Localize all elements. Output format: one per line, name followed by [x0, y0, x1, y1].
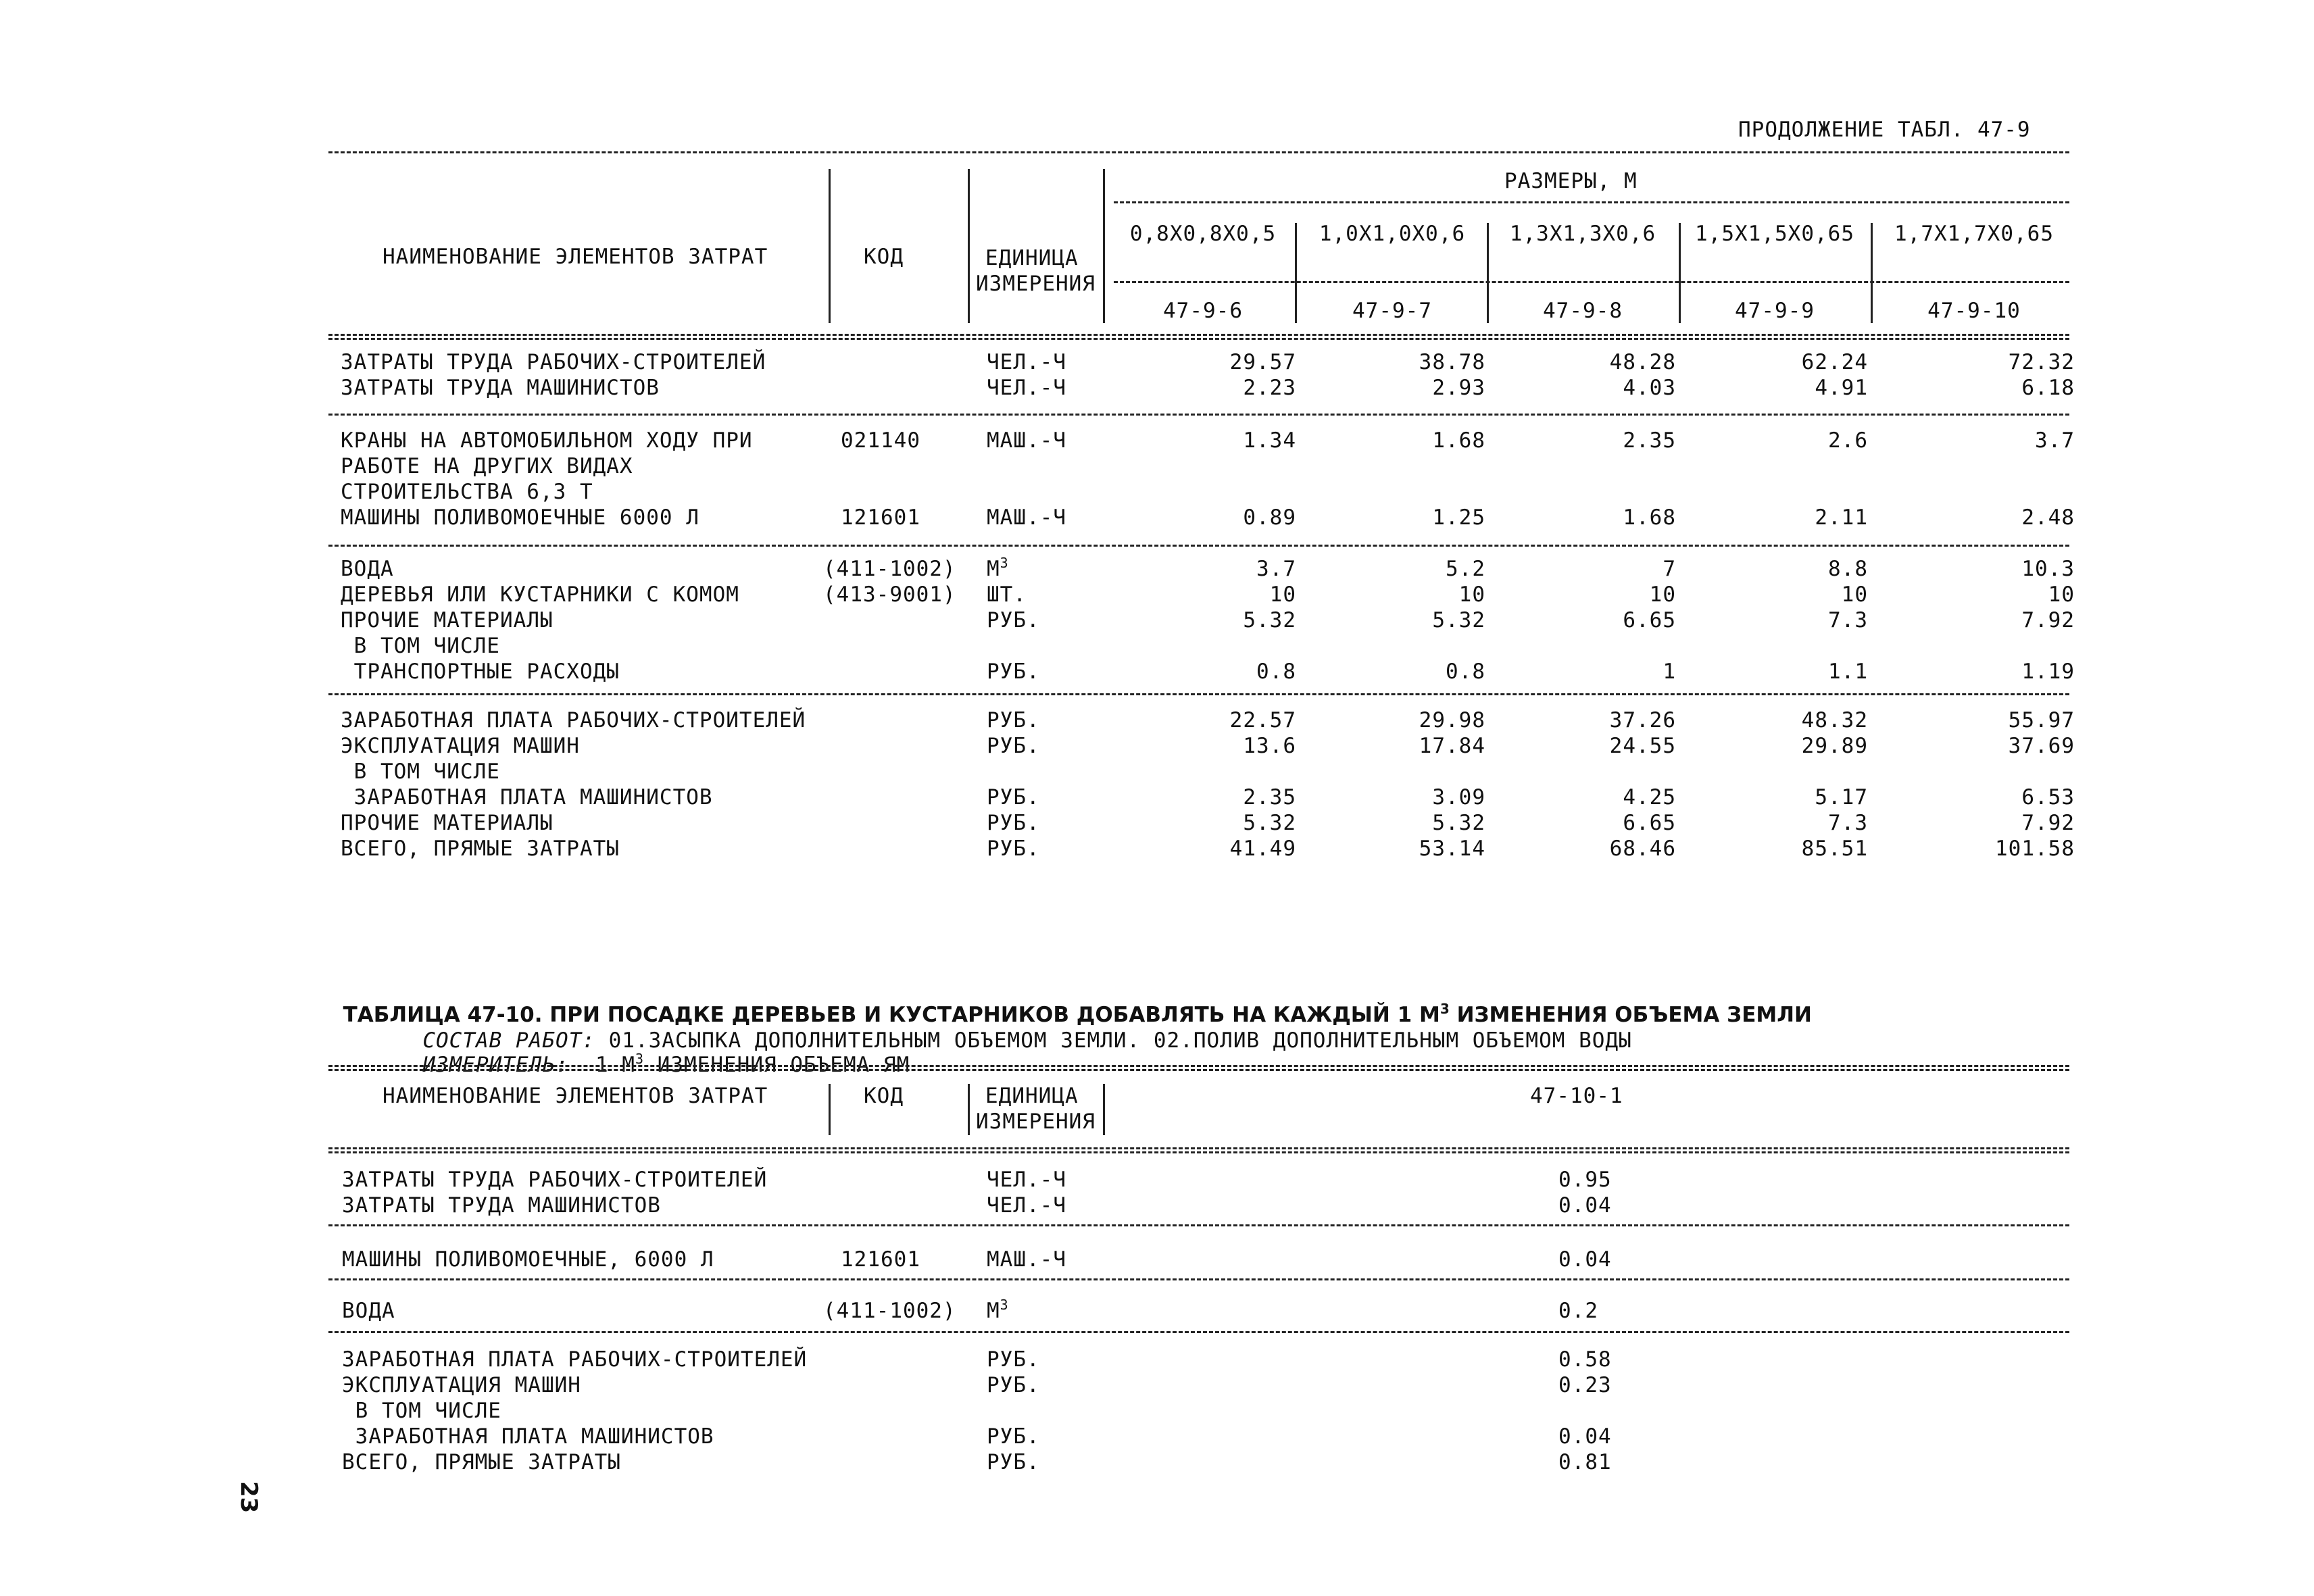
row-value: 0.58 [1558, 1347, 1612, 1372]
measure-label: ИЗМЕРИТЕЛЬ: [422, 1053, 569, 1077]
row-unit: $М^3$ [987, 1297, 1009, 1323]
row-value: 2.6 [1828, 428, 1868, 453]
column-divider [968, 169, 970, 323]
rule [328, 1278, 2069, 1280]
row-value: 6.18 [2021, 376, 2075, 400]
row-name: МАШИНЫ ПОЛИВОМОЕЧНЫЕ 6000 Л [341, 505, 699, 530]
row-value: 2.93 [1432, 376, 1485, 400]
row-value: 0.95 [1558, 1168, 1612, 1192]
row-value: 2.35 [1623, 428, 1676, 453]
row-value: 85.51 [1801, 837, 1868, 861]
row-value: 10 [1269, 582, 1296, 607]
row-unit: РУБ. [987, 1373, 1040, 1397]
row-name: ЗАТРАТЫ ТРУДА РАБОЧИХ-СТРОИТЕЛЕЙ [341, 350, 766, 374]
size-col-header: 1,0X1,0X0,6 [1319, 222, 1466, 246]
code-col-header: 47-9-7 [1352, 299, 1432, 323]
row-name: ВОДА [342, 1299, 395, 1323]
row-value: 5.2 [1446, 557, 1485, 581]
row-value: 10 [1649, 582, 1676, 607]
row-value: 0.04 [1558, 1424, 1612, 1449]
rule [328, 338, 2069, 340]
row-value: 29.89 [1801, 734, 1868, 758]
row-value: 0.89 [1243, 505, 1296, 530]
row-value: 0.23 [1558, 1373, 1612, 1397]
row-value: 7.92 [2021, 608, 2075, 632]
row-value: 2.35 [1243, 785, 1296, 809]
row-unit: РУБ. [987, 837, 1040, 861]
row-value: 6.53 [2021, 785, 2075, 809]
row-value: 3.7 [1256, 557, 1296, 581]
size-col-header: 0,8X0,8X0,5 [1129, 222, 1277, 246]
rule [328, 1147, 2069, 1149]
row-name: ЗАТРАТЫ ТРУДА МАШИНИСТОВ [341, 376, 660, 400]
row-value: 2.48 [2021, 505, 2075, 530]
row-value: 22.57 [1229, 708, 1296, 732]
row-value: 24.55 [1609, 734, 1676, 758]
row-value: 8.8 [1828, 557, 1868, 581]
row-unit: РУБ. [987, 1347, 1040, 1372]
row-value: 53.14 [1419, 837, 1485, 861]
row-value: 10 [1841, 582, 1868, 607]
superscript: 3 [635, 1051, 645, 1067]
row-value: 10 [2048, 582, 2075, 607]
row-value: 1 [1663, 659, 1676, 684]
row-value: 5.32 [1432, 811, 1485, 835]
row-value: 5.17 [1815, 785, 1868, 809]
row-unit: РУБ. [987, 734, 1040, 758]
row-name: РАБОТЕ НА ДРУГИХ ВИДАХ [341, 454, 633, 478]
code-col-header: 47-9-6 [1163, 299, 1243, 323]
row-unit: РУБ. [987, 1424, 1040, 1449]
column-divider [968, 1084, 970, 1135]
row-value: 1.19 [2021, 659, 2075, 684]
row-unit: ШТ. [987, 582, 1027, 607]
header-unit: ИЗМЕРЕНИЯ [976, 1109, 1096, 1134]
row-value: 37.69 [2008, 734, 2075, 758]
row-name: В ТОМ ЧИСЛЕ [341, 634, 500, 658]
row-value: 29.57 [1229, 350, 1296, 374]
code-col-header: 47-9-9 [1735, 299, 1815, 323]
continuation-caption: ПРОДОЛЖЕНИЕ ТАБЛ. 47-9 [1738, 118, 2031, 142]
row-code: 121601 [841, 505, 920, 530]
row-name: СТРОИТЕЛЬСТВА 6,3 Т [341, 480, 593, 504]
superscript: 3 [1000, 555, 1009, 571]
header-col: 47-10-1 [1530, 1084, 1623, 1108]
row-name: ВСЕГО, ПРЯМЫЕ ЗАТРАТЫ [342, 1450, 621, 1474]
column-divider [1487, 223, 1489, 323]
header-sizes: РАЗМЕРЫ, М [1504, 169, 1638, 193]
row-value: 1.34 [1243, 428, 1296, 453]
row-value: 1.25 [1432, 505, 1485, 530]
row-name: ЭКСПЛУАТАЦИЯ МАШИН [342, 1373, 581, 1397]
row-value: 38.78 [1419, 350, 1485, 374]
row-name: ЗАТРАТЫ ТРУДА РАБОЧИХ-СТРОИТЕЛЕЙ [342, 1168, 768, 1192]
row-value: 68.46 [1609, 837, 1676, 861]
row-code: (411-1002) [823, 1299, 956, 1323]
superscript: 3 [1439, 1001, 1450, 1017]
row-unit: РУБ. [987, 1450, 1040, 1474]
row-value: 6.65 [1623, 811, 1676, 835]
row-value: 48.28 [1609, 350, 1676, 374]
row-name: ПРОЧИЕ МАТЕРИАЛЫ [341, 608, 553, 632]
row-value: 0.8 [1256, 659, 1296, 684]
rule [1114, 281, 2069, 283]
row-value: 0.81 [1558, 1450, 1612, 1474]
measure-text: 1 М [568, 1053, 635, 1077]
row-unit: МАШ.-Ч [987, 505, 1066, 530]
row-code: 121601 [841, 1247, 920, 1272]
row-value: 41.49 [1229, 837, 1296, 861]
row-value: 2.23 [1243, 376, 1296, 400]
row-value: 13.6 [1243, 734, 1296, 758]
table2-title-text: ИЗМЕНЕНИЯ ОБЪЕМА ЗЕМЛИ [1449, 1003, 1812, 1027]
row-unit: РУБ. [987, 708, 1040, 732]
row-code: (411-1002) [823, 557, 956, 581]
row-value: 3.09 [1432, 785, 1485, 809]
row-name: В ТОМ ЧИСЛЕ [342, 1399, 501, 1423]
header-name: НАИМЕНОВАНИЕ ЭЛЕМЕНТОВ ЗАТРАТ [383, 245, 768, 269]
row-name: ЗАРАБОТНАЯ ПЛАТА РАБОЧИХ-СТРОИТЕЛЕЙ [341, 708, 806, 732]
row-name: МАШИНЫ ПОЛИВОМОЕЧНЫЕ, 6000 Л [342, 1247, 714, 1272]
row-name: ТРАНСПОРТНЫЕ РАСХОДЫ [341, 659, 620, 684]
row-unit: РУБ. [987, 659, 1040, 684]
row-value: 0.8 [1446, 659, 1485, 684]
column-divider [1295, 223, 1297, 323]
row-name: ПРОЧИЕ МАТЕРИАЛЫ [341, 811, 553, 835]
rule [328, 1069, 2069, 1071]
row-value: 37.26 [1609, 708, 1676, 732]
row-name: ВОДА [341, 557, 394, 581]
column-divider [829, 169, 831, 323]
row-code: 021140 [841, 428, 920, 453]
rule [1114, 201, 2069, 203]
row-name: ЭКСПЛУАТАЦИЯ МАШИН [341, 734, 580, 758]
rule [328, 1065, 2069, 1067]
row-value: 3.7 [2035, 428, 2075, 453]
page-number: 23 [235, 1481, 262, 1514]
row-value: 1.1 [1828, 659, 1868, 684]
header-name: НАИМЕНОВАНИЕ ЭЛЕМЕНТОВ ЗАТРАТ [383, 1084, 768, 1108]
row-name: ЗАТРАТЫ ТРУДА МАШИНИСТОВ [342, 1193, 661, 1218]
row-value: 0.04 [1558, 1247, 1612, 1272]
row-value: 101.58 [1995, 837, 2075, 861]
rule [328, 414, 2069, 416]
row-value: 0.2 [1558, 1299, 1598, 1323]
row-unit: РУБ. [987, 785, 1040, 809]
row-value: 1.68 [1623, 505, 1676, 530]
row-value: 0.04 [1558, 1193, 1612, 1218]
row-unit: ЧЕЛ.-Ч [987, 350, 1066, 374]
rule [328, 334, 2069, 336]
row-name: ЗАРАБОТНАЯ ПЛАТА МАШИНИСТОВ [342, 1424, 714, 1449]
row-value: 17.84 [1419, 734, 1485, 758]
header-unit: ИЗМЕРЕНИЯ [976, 272, 1096, 296]
row-name: ВСЕГО, ПРЯМЫЕ ЗАТРАТЫ [341, 837, 620, 861]
size-col-header: 1,5X1,5X0,65 [1695, 222, 1854, 246]
row-name: В ТОМ ЧИСЛЕ [341, 759, 500, 784]
row-value: 4.03 [1623, 376, 1676, 400]
row-unit: МАШ.-Ч [987, 1247, 1066, 1272]
row-unit: ЧЕЛ.-Ч [987, 1168, 1066, 1192]
row-value: 2.11 [1815, 505, 1868, 530]
work-label: СОСТАВ РАБОТ: [422, 1028, 595, 1053]
row-value: 4.91 [1815, 376, 1868, 400]
row-value: 5.32 [1243, 608, 1296, 632]
row-value: 29.98 [1419, 708, 1485, 732]
row-unit: ЧЕЛ.-Ч [987, 1193, 1066, 1218]
code-col-header: 47-9-10 [1927, 299, 2021, 323]
row-value: 55.97 [2008, 708, 2075, 732]
row-name: КРАНЫ НА АВТОМОБИЛЬНОМ ХОДУ ПРИ [341, 428, 753, 453]
row-value: 6.65 [1623, 608, 1676, 632]
row-unit: МАШ.-Ч [987, 428, 1066, 453]
row-value: 1.68 [1432, 428, 1485, 453]
header-unit: ЕДИНИЦА [985, 246, 1079, 270]
row-value: 7 [1663, 557, 1676, 581]
size-col-header: 1,7X1,7X0,65 [1894, 222, 2054, 246]
rule [328, 693, 2069, 695]
column-divider [1871, 223, 1873, 323]
row-name: ЗАРАБОТНАЯ ПЛАТА РАБОЧИХ-СТРОИТЕЛЕЙ [342, 1347, 808, 1372]
measure-text: ИЗМЕНЕНИЯ ОБЪЕМА ЯМ [644, 1053, 910, 1077]
row-value: 5.32 [1432, 608, 1485, 632]
column-divider [1103, 169, 1105, 323]
row-unit: РУБ. [987, 608, 1040, 632]
column-divider [1103, 1084, 1105, 1135]
row-unit: РУБ. [987, 811, 1040, 835]
row-value: 7.92 [2021, 811, 2075, 835]
row-value: 62.24 [1801, 350, 1868, 374]
row-unit: ЧЕЛ.-Ч [987, 376, 1066, 400]
work-text: 01.ЗАСЫПКА ДОПОЛНИТЕЛЬНЫМ ОБЪЕМОМ ЗЕМЛИ. 02.ПОЛИВ ДОПОЛНИТЕЛЬНЫМ ОБЪЕМОМ ВОДЫ [595, 1028, 1632, 1053]
header-unit: ЕДИНИЦА [985, 1084, 1079, 1108]
column-divider [829, 1084, 831, 1135]
table2-title-text: ТАБЛИЦА 47-10. ПРИ ПОСАДКЕ ДЕРЕВЬЕВ И КУСТАРНИКОВ ДОБАВЛЯТЬ НА КАЖДЫЙ 1 М [343, 1003, 1440, 1027]
rule [328, 151, 2069, 153]
row-code: (413-9001) [823, 582, 956, 607]
row-name: ДЕРЕВЬЯ ИЛИ КУСТАРНИКИ С КОМОМ [341, 582, 739, 607]
column-divider [1679, 223, 1681, 323]
rule [328, 1224, 2069, 1226]
code-col-header: 47-9-8 [1543, 299, 1623, 323]
superscript: 3 [1000, 1297, 1009, 1313]
row-unit: $М^3$ [987, 555, 1009, 581]
header-code: КОД [864, 245, 904, 269]
row-value: 7.3 [1828, 608, 1868, 632]
rule [328, 1151, 2069, 1153]
row-value: 10.3 [2021, 557, 2075, 581]
size-col-header: 1,3X1,3X0,6 [1509, 222, 1656, 246]
row-value: 4.25 [1623, 785, 1676, 809]
row-value: 10 [1458, 582, 1485, 607]
rule [328, 1331, 2069, 1333]
header-code: КОД [864, 1084, 904, 1108]
row-value: 48.32 [1801, 708, 1868, 732]
row-value: 72.32 [2008, 350, 2075, 374]
rule [328, 545, 2069, 547]
row-name: ЗАРАБОТНАЯ ПЛАТА МАШИНИСТОВ [341, 785, 713, 809]
row-value: 5.32 [1243, 811, 1296, 835]
row-value: 7.3 [1828, 811, 1868, 835]
